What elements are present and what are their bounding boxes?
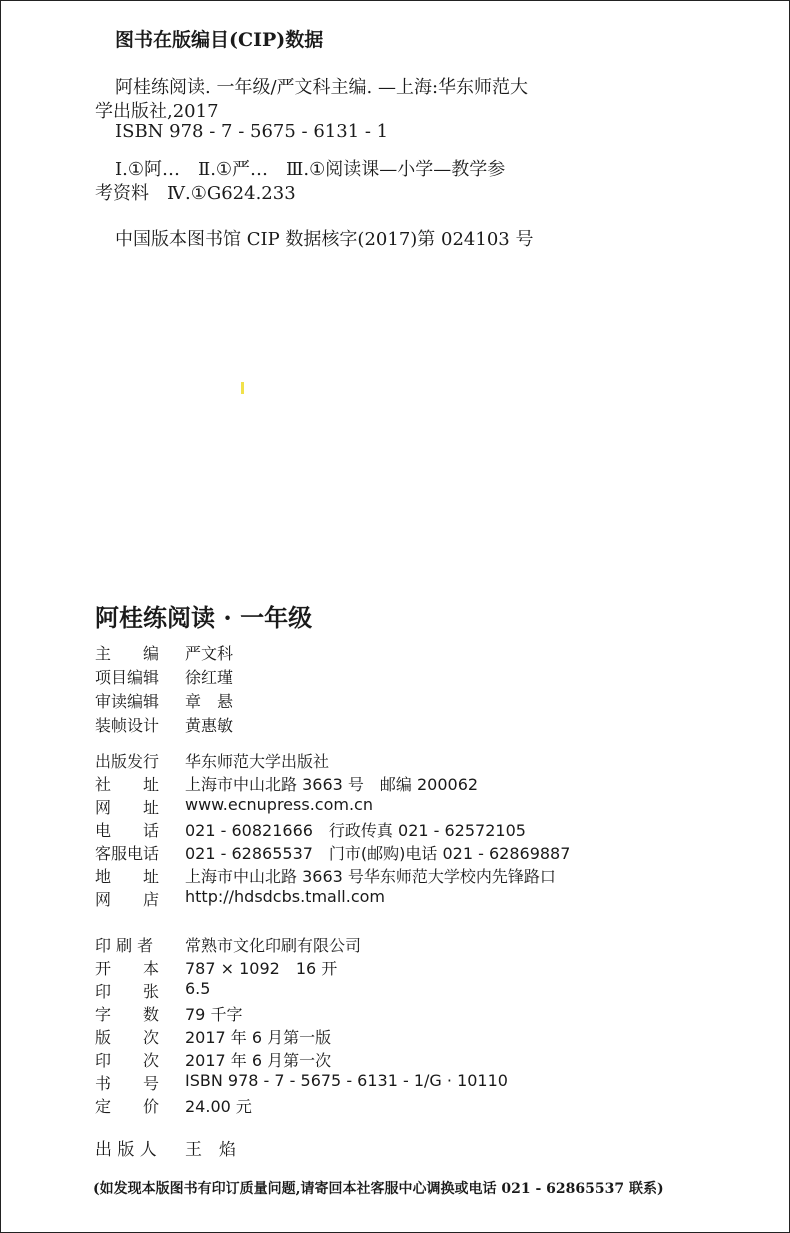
row-value: 王 焰: [185, 1140, 236, 1160]
row-value: 2017 年 6 月第一版: [185, 1028, 332, 1047]
row-value: ISBN 978 - 7 - 5675 - 6131 - 1/G · 10110: [185, 1071, 508, 1090]
info-row: [95, 689, 233, 711]
row-label: 印 张: [95, 982, 160, 1001]
row-label: 印 次: [95, 1051, 160, 1070]
row-value: 021 - 62865537 门市(邮购)电话 021 - 62869887: [185, 844, 571, 863]
info-row: [95, 979, 210, 1001]
row-value: 6.5: [185, 979, 211, 998]
cip-heading: 图书在版编目(CIP)数据: [115, 29, 324, 51]
info-row: [95, 713, 233, 735]
row-label: 出 版 人: [95, 1140, 157, 1160]
row-label: 客服电话: [95, 844, 160, 863]
info-row: [95, 887, 385, 909]
row-value: http://hdsdcbs.tmall.com: [185, 887, 385, 906]
info-row: [95, 1048, 331, 1070]
row-value: www.ecnupress.com.cn: [185, 795, 373, 814]
cip-line: Ⅰ.①阿… Ⅱ.①严… Ⅲ.①阅读课—小学—教学参: [115, 159, 506, 180]
info-row: [95, 841, 570, 863]
info-row: [95, 772, 478, 794]
row-value: 021 - 60821666 行政传真 021 - 62572105: [185, 821, 526, 840]
info-row: [95, 1071, 508, 1093]
info-row: [95, 1135, 236, 1160]
row-value: 华东师范大学出版社: [185, 752, 330, 771]
cip-line: 阿桂练阅读. 一年级/严文科主编. —上海:华东师范大: [115, 77, 529, 98]
row-label: 主 编: [95, 644, 160, 663]
cip-line: 考资料 Ⅳ.①G624.233: [95, 183, 296, 204]
info-row: [95, 933, 361, 955]
row-label: 网 址: [95, 798, 160, 817]
notice-text: (如发现本版图书有印订质量问题,请寄回本社客服中心调换或电话 021 - 62865537 联系): [93, 1181, 664, 1197]
row-label: 定 价: [95, 1097, 160, 1116]
row-label: 电 话: [95, 821, 160, 840]
row-value: 严文科: [185, 644, 234, 663]
row-label: 装帧设计: [95, 716, 160, 735]
row-value: 黄惠敏: [185, 716, 234, 735]
row-label: 开 本: [95, 959, 160, 978]
row-label: 字 数: [95, 1005, 160, 1024]
ink-mark: [241, 382, 244, 394]
row-label: 地 址: [95, 867, 160, 886]
info-row: [95, 1094, 252, 1116]
row-label: 审读编辑: [95, 692, 160, 711]
cip-line: 中国版本图书馆 CIP 数据核字(2017)第 024103 号: [115, 229, 534, 250]
row-value: 787 × 1092 16 开: [185, 959, 338, 978]
cip-line: 学出版社,2017: [95, 101, 219, 122]
info-row: [95, 818, 526, 840]
row-label: 网 店: [95, 890, 160, 909]
row-value: 章 悬: [185, 692, 234, 711]
row-value: 徐红瑾: [185, 668, 234, 687]
row-label: 印 刷 者: [95, 936, 154, 955]
row-value: 2017 年 6 月第一次: [185, 1051, 332, 1070]
row-value: 79 千字: [185, 1005, 243, 1024]
row-label: 版 次: [95, 1028, 160, 1047]
row-value: 24.00 元: [185, 1097, 252, 1116]
row-label: 出版发行: [95, 752, 160, 771]
info-row: [95, 795, 373, 817]
row-label: 社 址: [95, 775, 160, 794]
info-row: [95, 1002, 242, 1024]
row-value: 上海市中山北路 3663 号 邮编 200062: [185, 775, 479, 794]
info-row: [95, 749, 329, 771]
row-value: 上海市中山北路 3663 号华东师范大学校内先锋路口: [185, 867, 556, 886]
info-row: [95, 864, 556, 886]
row-value: 常熟市文化印刷有限公司: [185, 936, 362, 955]
book-title: 阿桂练阅读 · 一年级: [95, 603, 313, 632]
info-row: [95, 641, 233, 663]
cip-line: ISBN 978 - 7 - 5675 - 6131 - 1: [115, 121, 389, 142]
row-label: 项目编辑: [95, 668, 160, 687]
row-label: 书 号: [95, 1074, 160, 1093]
info-row: [95, 956, 337, 978]
info-row: [95, 1025, 331, 1047]
info-row: [95, 665, 233, 687]
